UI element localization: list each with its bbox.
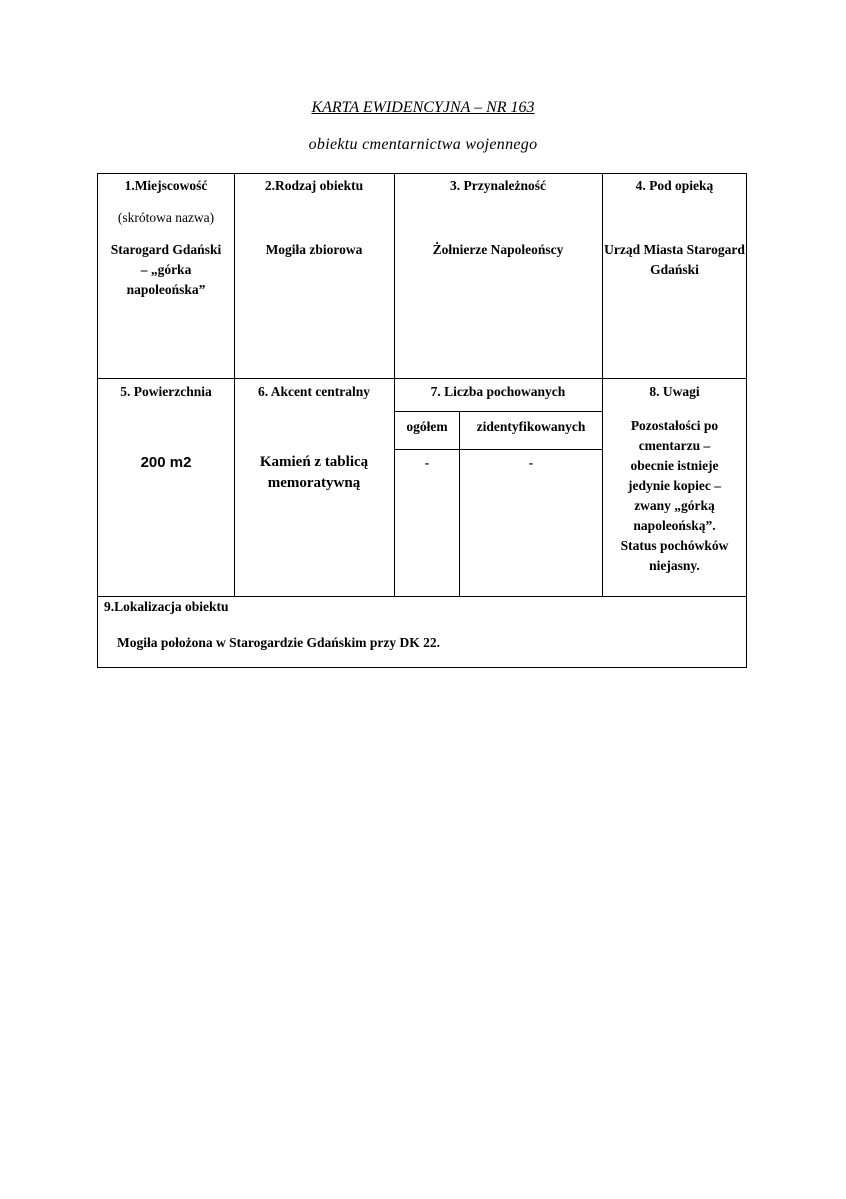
document-title: KARTA EWIDENCYJNA – NR 163: [311, 99, 535, 116]
vline-sub: [459, 411, 460, 596]
hline-sub-top: [394, 411, 602, 412]
document-subtitle: obiektu cmentarnictwa wojennego: [308, 136, 538, 153]
value-uwagi: Pozostałości po cmentarzu – obecnie istnieje jedynie kopiec – zwany „górką napoleońską”. Status pochówków niejasny.: [620, 418, 729, 573]
label-rodzaj-obiektu: 2.Rodzaj obiektu: [264, 178, 364, 193]
cell-pod-opieka: [604, 176, 745, 280]
label-lokalizacja: 9.Lokalizacja obiektu: [104, 599, 229, 614]
hline-row1: [97, 378, 747, 379]
value-powierzchnia: 200 m2: [140, 454, 192, 471]
label-pod-opieka: 4. Pod opieką: [635, 178, 714, 193]
label-miejscowosc: 1.Miejscowość: [124, 178, 208, 193]
cell-akcent-centralny: [236, 382, 392, 494]
label-akcent-centralny: 6. Akcent centralny: [257, 384, 371, 399]
value-przynaleznosc: Żołnierze Napoleońscy: [432, 242, 564, 257]
label-przynaleznosc: 3. Przynależność: [450, 178, 546, 193]
vline-1: [234, 173, 235, 596]
label-powierzchnia: 5. Powierzchnia: [120, 384, 212, 399]
cell-przynaleznosc: [396, 176, 600, 260]
label-zidentyfikowanych: zidentyfikowanych: [476, 419, 586, 434]
label-liczba-pochowanych: 7. Liczba pochowanych: [430, 384, 566, 399]
value-miejscowosc: Starogard Gdański – „górka napoleońska”: [110, 242, 222, 297]
sublabel-miejscowosc: (skrótowa nazwa): [117, 210, 215, 225]
vline-2: [394, 173, 395, 596]
cell-uwagi: [604, 382, 745, 576]
cell-miejscowosc: [100, 176, 232, 300]
value-pod-opieka: Urząd Miasta Starogard Gdański: [604, 242, 745, 277]
value-zidentyfikowanych: -: [528, 455, 534, 470]
value-rodzaj-obiektu: Mogiła zbiorowa: [265, 242, 363, 257]
value-akcent-centralny: Kamień z tablicą memoratywną: [259, 454, 369, 491]
value-lokalizacja: Mogiła położona w Starogardzie Gdańskim przy DK 22.: [117, 635, 441, 650]
value-ogolem: -: [424, 455, 430, 470]
cell-powierzchnia: [100, 382, 232, 473]
label-ogolem: ogółem: [406, 419, 448, 434]
vline-3: [602, 173, 603, 596]
label-uwagi: 8. Uwagi: [649, 384, 700, 399]
cell-rodzaj-obiektu: [236, 176, 392, 260]
hline-sub-mid: [394, 449, 602, 450]
